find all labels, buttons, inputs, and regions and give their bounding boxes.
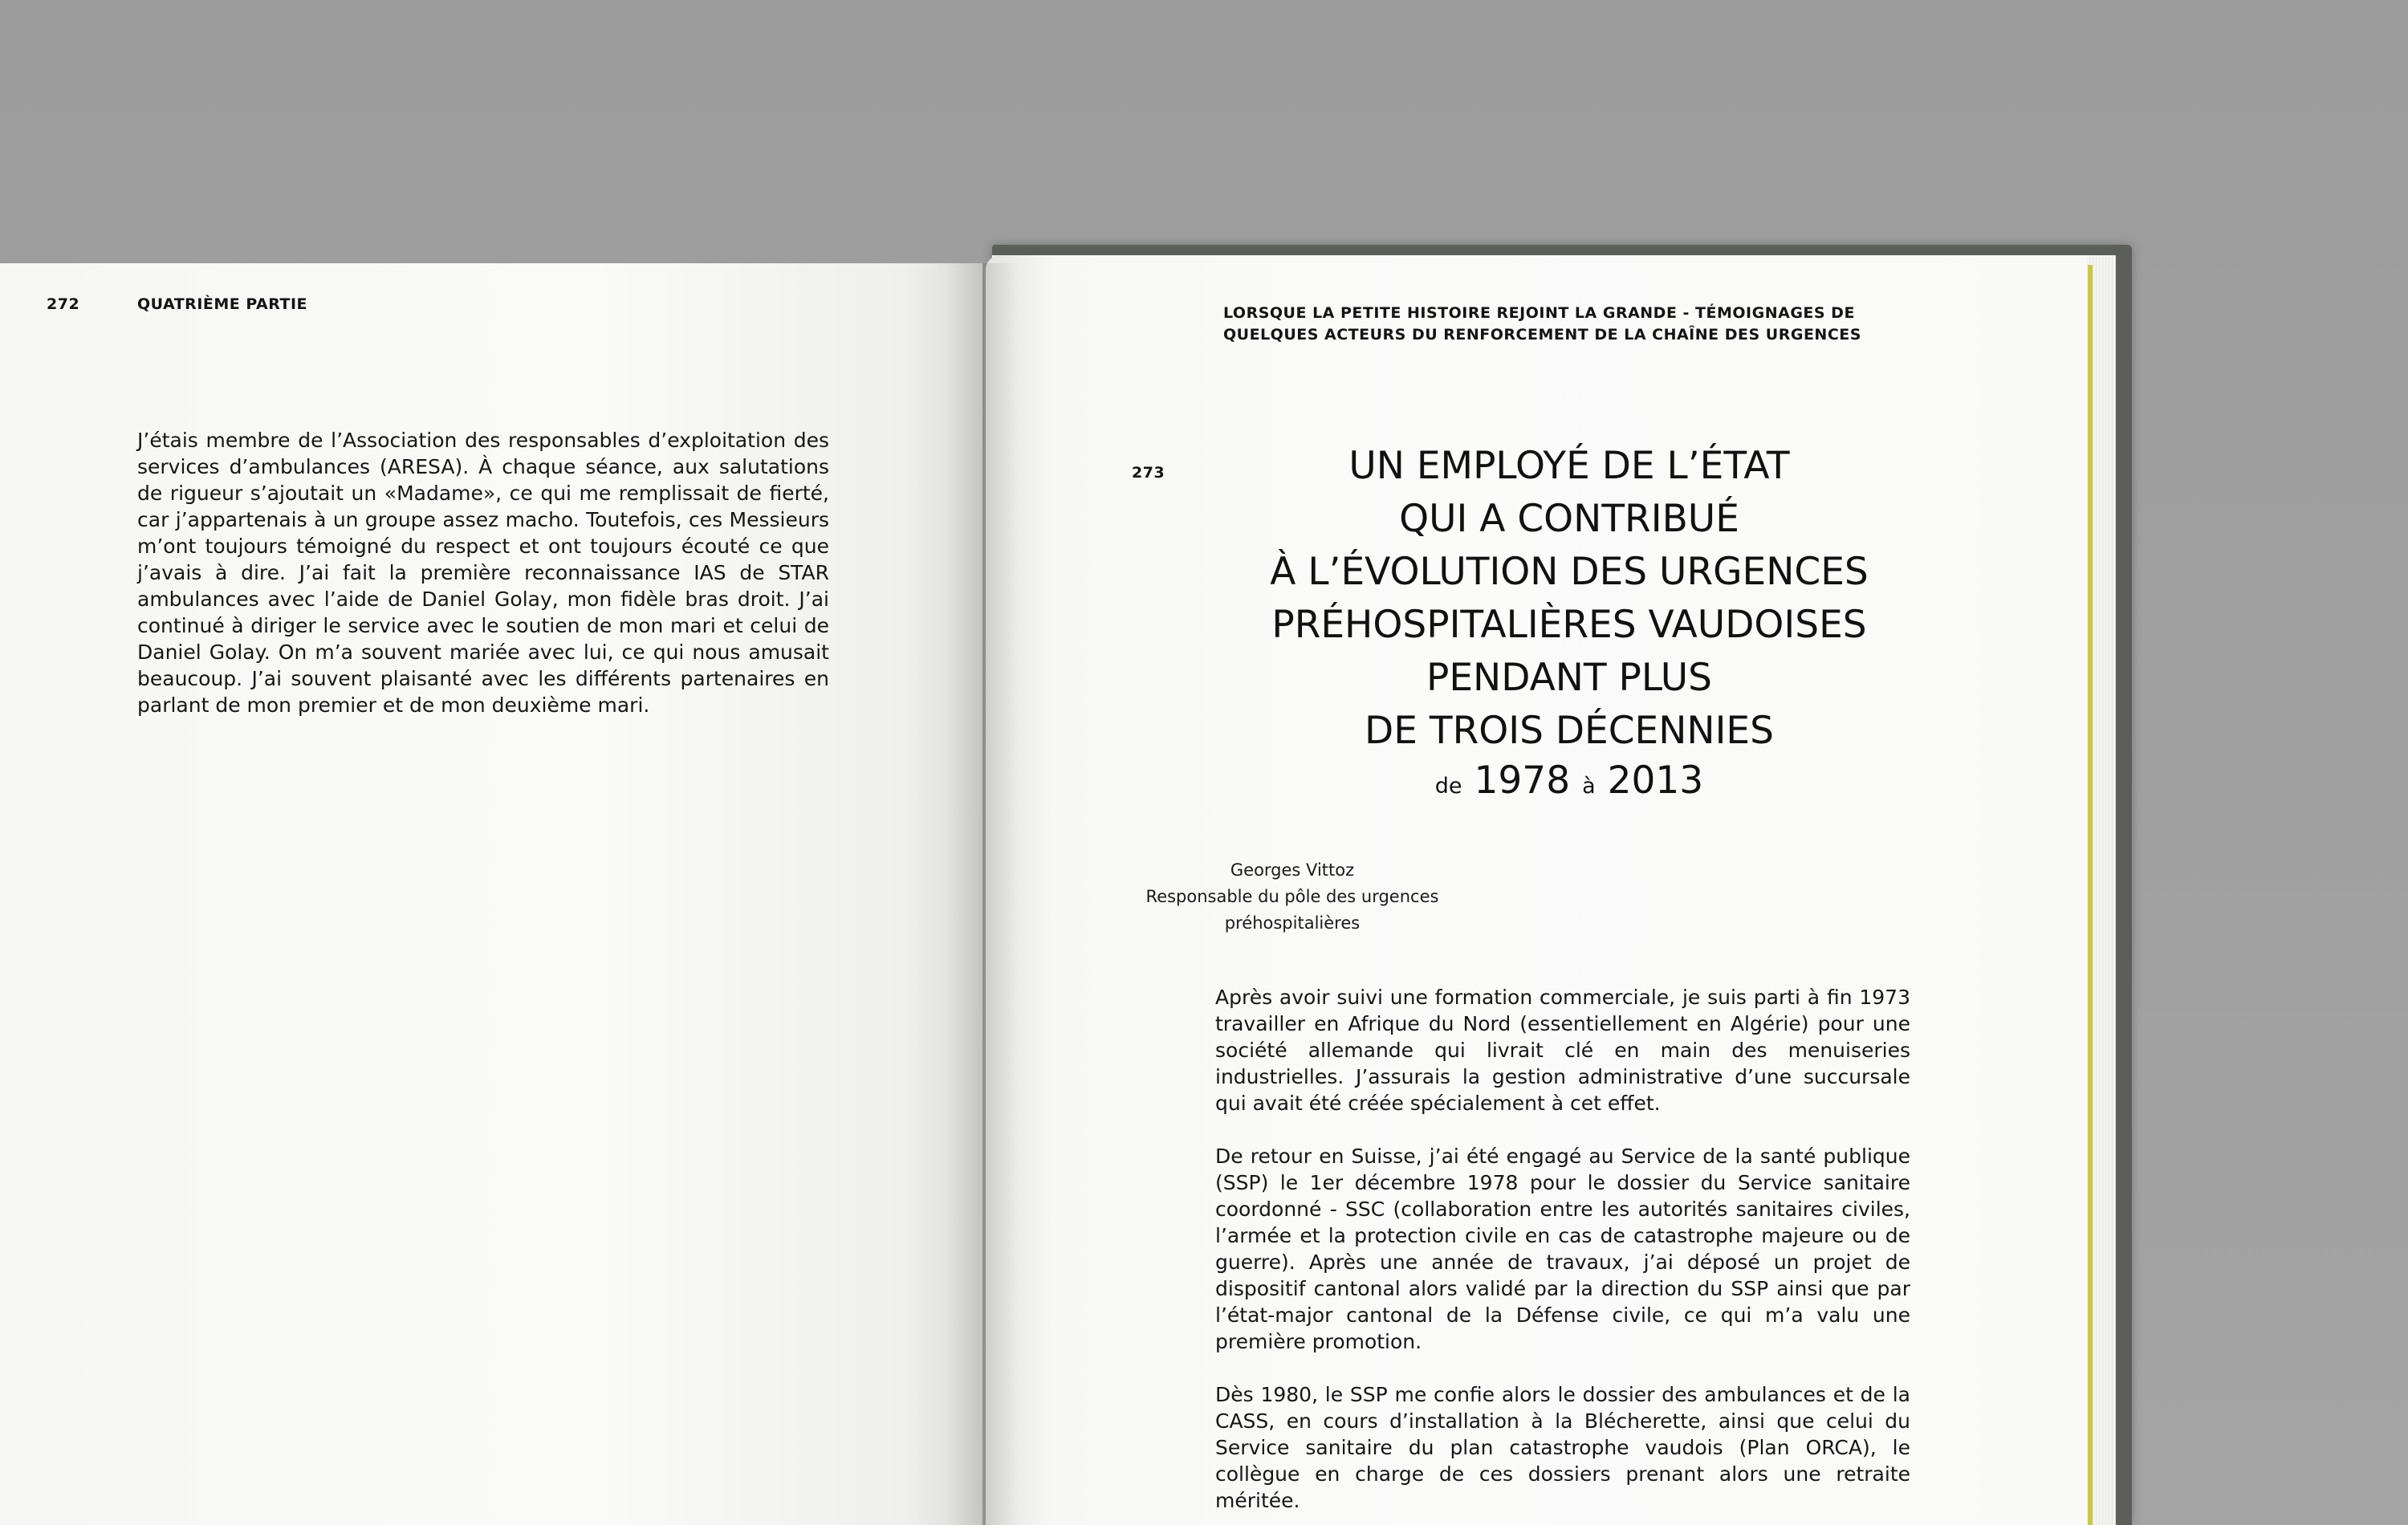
left-paragraph: J’étais membre de l’Association des responsables d’exploitation des services d’ambulances (ARESA). À chaque séance, aux salutations de rigueur s’ajoutait un «Madame», ce qui me remplissait de fierté, car j’appartenais à un groupe assez macho. Toutefois, ces Messieurs m’ont toujours témoigné du respect et ont toujours écouté ce que j’avais à dire. J’ai fait la première reconnaissance IAS de STAR ambulances avec l’aide de Daniel Golay, mon fidèle bras droit. J’ai continué à diriger le service avec le soutien de mon mari et celui de Daniel Golay. On m’a souvent mariée avec lui, ce qui nous amusait beaucoup. J’ai souvent plaisanté avec les différents partenaires en parlant de mon premier et de mon deuxième mari. (137, 429, 829, 717)
chapter-title (1196, 440, 1942, 758)
book-gutter (947, 263, 1019, 1525)
author-role: préhospitalières (1224, 913, 1361, 933)
author-name: Georges Vittoz (1230, 860, 1355, 880)
title-years (1196, 758, 1942, 803)
years-to-word: à (1582, 774, 1596, 799)
title-line: PENDANT PLUS (1426, 656, 1712, 700)
right-page-number: 273 (1132, 464, 1165, 482)
title-line: DE TROIS DÉCENNIES (1365, 709, 1774, 753)
title-line: QUI A CONTRIBUÉ (1399, 497, 1739, 541)
left-page-number: 272 (47, 295, 80, 313)
left-running-head: QUATRIÈME PARTIE (137, 295, 308, 313)
title-line: À L’ÉVOLUTION DES URGENCES (1270, 550, 1869, 594)
title-line: PRÉHOSPITALIÈRES VAUDOISES (1271, 603, 1867, 647)
years-to: 2013 (1607, 758, 1704, 803)
title-line: UN EMPLOYÉ DE L’ÉTAT (1348, 444, 1790, 488)
bookmark-ribbon (2088, 265, 2093, 1525)
author-block (1124, 857, 1461, 937)
right-paragraph: De retour en Suisse, j’ai été engagé au Service de la santé publique (SSP) le 1er décembre 1978 pour le dossier du Service sanitaire coordonné - SSC (collaboration entre les autorités sanitaires civiles, l’armée et la protection civile en cas de catastrophe majeure ou de guerre). Après une année de travaux, j’ai déposé un projet de dispositif cantonal alors validé par la direction du SSP ainsi que par l’état-major cantonal de la Défense civile, ce qui m’a valu une première promotion. (1215, 1145, 1910, 1353)
right-running-head: LORSQUE LA PETITE HISTOIRE REJOINT LA GRANDE - TÉMOIGNAGES DE QUELQUES ACTEURS DU RENFORCEMENT DE LA CHAÎNE DES URGENCES (1223, 304, 1861, 344)
author-role: Responsable du pôle des urgences (1145, 887, 1439, 906)
right-body-text (1215, 984, 1910, 1514)
left-body-text (137, 427, 829, 718)
years-from-word: de (1434, 774, 1462, 799)
right-paragraph: Après avoir suivi une formation commerciale, je suis parti à fin 1973 travailler en Afrique du Nord (essentiellement en Algérie) pour une société allemande qui livrait clé en main des menuiseries industrielles. J’assurais la gestion administrative d’une succursale qui avait été créée spécialement à cet effet. (1215, 986, 1910, 1115)
right-paragraph: Dès 1980, le SSP me confie alors le dossier des ambulances et de la CASS, en cours d’installation à la Blécherette, ainsi que celui du Service sanitaire du plan catastrophe vaudois (Plan ORCA), le collègue en charge de ces dossiers prenant alors une retraite méritée. (1215, 1383, 1910, 1512)
years-from: 1978 (1474, 758, 1571, 803)
